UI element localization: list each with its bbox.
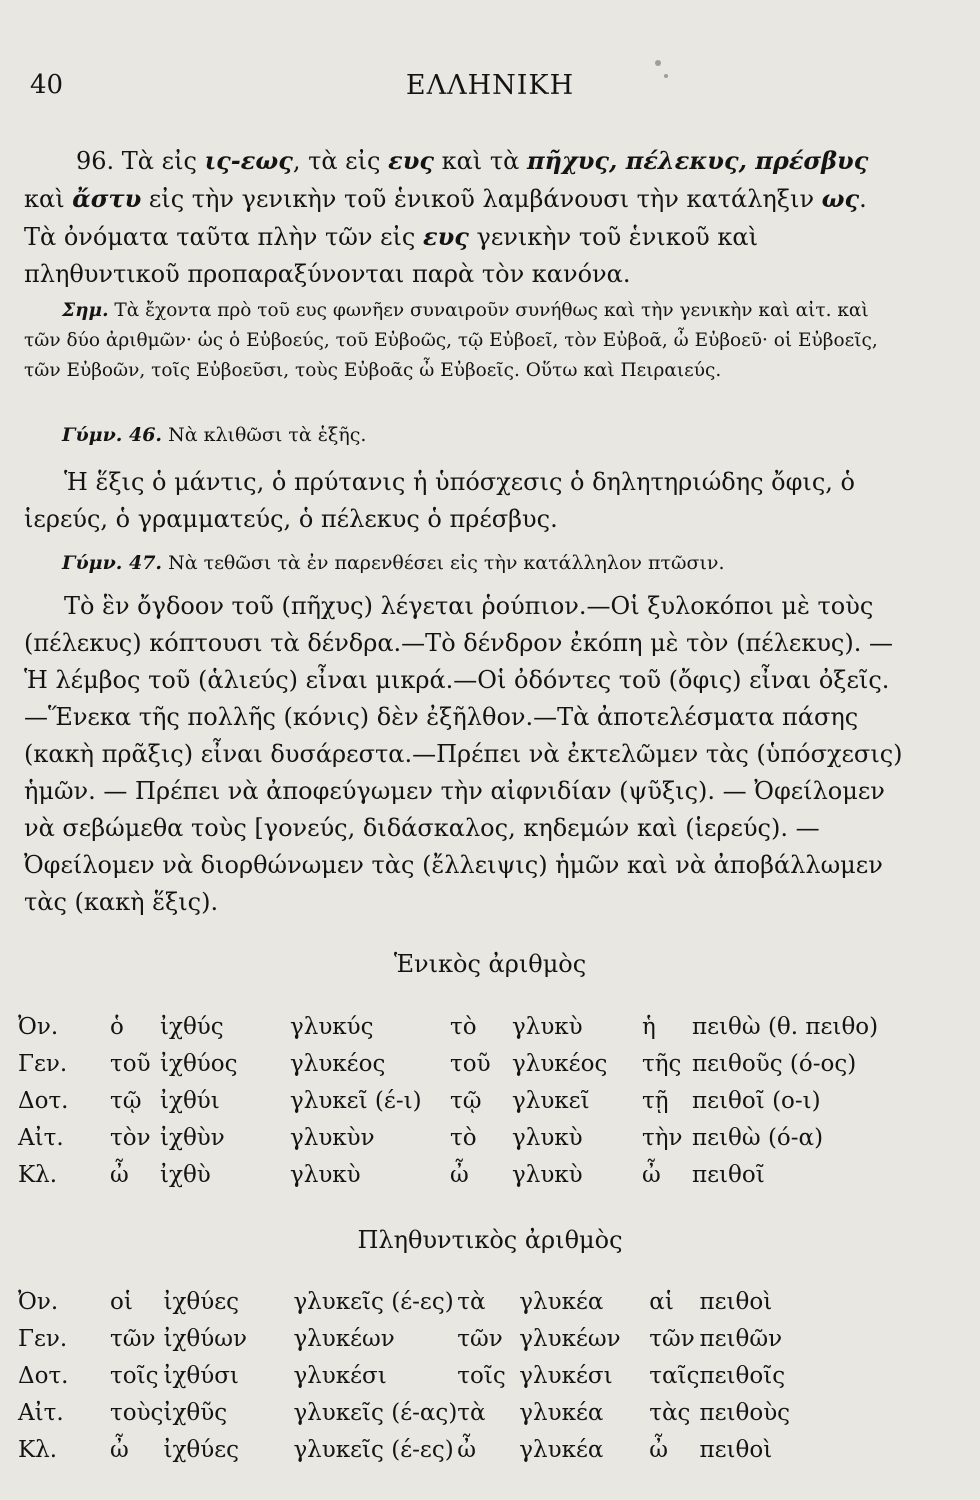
declension-form: γλυκέα	[519, 1436, 604, 1463]
section-96-text: 96. Τὰ εἰς ις-εως, τὰ εἰς ευς καὶ τὰ πῆχυς, πέλεκυς, πρέσβυς καὶ ἄστυ εἰς τὴν γενικὴν τοῦ ἑνικοῦ λαμβάνουσι τὴν κατάληξιν ως. Τὰ ὀνόματα ταῦτα πλὴν τῶν εἰς ευς γενικὴν τοῦ ἑνικοῦ καὶ πληθυντικοῦ προπαραξύνονται παρὰ τὸν κανόνα.	[24, 146, 869, 288]
declension-form: ἰχθύες	[163, 1288, 240, 1315]
case-label: Κλ.	[18, 1436, 58, 1463]
singular-heading: Ἑνικὸς ἀριθμὸς	[393, 950, 587, 978]
declension-form: γλυκέα	[519, 1399, 604, 1426]
declension-form: τῶν	[649, 1325, 695, 1352]
declension-row	[18, 1045, 898, 1082]
case-label: Δοτ.	[18, 1362, 69, 1389]
declension-form: γλυκὺ	[512, 1124, 583, 1151]
declension-form: ἰχθὺ	[160, 1161, 211, 1188]
declension-form: ἰχθῦς	[163, 1399, 228, 1426]
declension-form: τὰ	[457, 1288, 486, 1315]
declension-form: τοῖς	[457, 1362, 506, 1389]
declension-form: πειθῶν	[699, 1325, 783, 1352]
declension-form: πειθοῦς (ό-ος)	[692, 1050, 857, 1077]
declension-form: πειθοῖ	[692, 1161, 765, 1188]
plural-declension-table	[18, 1283, 898, 1468]
declension-form: ὦ	[642, 1161, 661, 1188]
declension-form: ὁ	[110, 1013, 124, 1040]
declension-form: γλυκὺ	[512, 1013, 583, 1040]
bold-term: ως	[821, 184, 860, 213]
declension-form: τὸ	[450, 1013, 477, 1040]
declension-form: πειθοῖ (ο-ι)	[692, 1087, 821, 1114]
declension-row	[18, 1082, 898, 1119]
declension-form: ἰχθύος	[160, 1050, 238, 1077]
declension-form: οἱ	[110, 1288, 133, 1315]
plural-heading: Πληθυντικὸς ἀριθμὸς	[357, 1226, 623, 1254]
case-label: Γεν.	[18, 1325, 68, 1352]
declension-row	[18, 1119, 898, 1156]
declension-form: γλυκέων	[519, 1325, 621, 1352]
declension-form: ἰχθύων	[163, 1325, 247, 1352]
bold-term: ευς	[388, 146, 434, 175]
declension-form: πειθοῖς	[699, 1362, 786, 1389]
exercise-47-text: Τὸ ἓν ὄγδοον τοῦ (πῆχυς) λέγεται ῥούπιον.—Οἱ ξυλοκόποι μὲ τοὺς (πέλεκυς) κόπτουσι τὰ δένδρα.—Τὸ δένδρον ἐκόπη μὲ τὸν (πέλεκυς). —Ἡ λέμβος τοῦ (ἁλιεύς) εἶναι μικρά.—Οἱ ὀδόντες τοῦ (ὄφις) εἶναι ὀξεῖς. —Ἕνεκα τῆς πολλῆς (κόνις) δὲν ἐξῆλθον.—Τὰ ἀποτελέσματα πάσης (κακὴ πρᾶξις) εἶναι δυσάρεστα.—Πρέπει νὰ ἐκτελῶμεν τὰς (ὑπόσχεσις) ἡμῶν. — Πρέπει νὰ ἀποφεύγωμεν τὴν αἰφνιδίαν (ψῦξις). — Ὀφείλομεν νὰ σεβώμεθα τοὺς [γονεύς, διδάσκαλος, κηδεμών καὶ (ἱερεύς). —Ὀφείλομεν νὰ διορθώνωμεν τὰς (ἔλλειψις) ἡμῶν καὶ νὰ ἀποβάλλωμεν τὰς (κακὴ ἕξις).	[24, 592, 903, 916]
declension-form: τῆς	[642, 1050, 682, 1077]
declension-form: γλυκέος	[512, 1050, 608, 1077]
exercise-46-body	[24, 464, 904, 538]
declension-row	[18, 1357, 898, 1394]
exercise-46-heading	[24, 420, 904, 450]
declension-form: ὦ	[110, 1161, 129, 1188]
ink-speck	[655, 60, 661, 66]
declension-form: τοῖς	[110, 1362, 159, 1389]
exercise-46-text: Ἡ ἕξις ὁ μάντις, ὁ πρύτανις ἡ ὑπόσχεσις ὁ δηλητηριώδης ὄφις, ὁ ἱερεύς, ὁ γραμματεύς, ὁ πέλεκυς ὁ πρέσβυς.	[24, 468, 855, 533]
declension-row	[18, 1320, 898, 1357]
exercise-label: Γύμν. 47.	[62, 552, 163, 574]
declension-form: γλυκεῖ	[512, 1087, 590, 1114]
declension-form: γλυκὺ	[290, 1161, 361, 1188]
declension-form: ὦ	[649, 1436, 669, 1463]
declension-form: ὦ	[450, 1161, 469, 1188]
exercise-instruction: Νὰ κλιθῶσι τὰ ἑξῆς.	[162, 424, 367, 446]
declension-form: τὸ	[450, 1124, 477, 1151]
declension-form: γλυκέα	[519, 1288, 604, 1315]
declension-form: τῷ	[450, 1087, 482, 1114]
bold-term: ευς	[423, 222, 469, 251]
section-number: 96.	[76, 147, 115, 175]
declension-form: γλυκεῖς (έ-ες)	[293, 1436, 454, 1463]
declension-form: ἡ	[642, 1013, 656, 1040]
declension-form: τῷ	[110, 1087, 142, 1114]
singular-declension-table	[18, 1008, 898, 1193]
exercise-instruction: Νὰ τεθῶσι τὰ ἐν παρενθέσει εἰς τὴν κατάλληλον πτῶσιν.	[162, 552, 725, 574]
declension-form: τὴν	[642, 1124, 683, 1151]
declension-form: πειθὼ (ό-α)	[692, 1124, 824, 1151]
declension-form: πειθὼ (θ. πειθο)	[692, 1013, 879, 1040]
declension-form: τὰ	[457, 1399, 486, 1426]
declension-form: γλυκύς	[290, 1013, 374, 1040]
declension-form: πειθοὶ	[699, 1436, 773, 1463]
running-title: ΕΛΛΗΝΙΚΗ	[405, 70, 575, 101]
declension-form: τοῦ	[110, 1050, 151, 1077]
declension-form: ἰχθύς	[160, 1013, 224, 1040]
declension-row	[18, 1394, 898, 1431]
declension-form: τῶν	[110, 1325, 156, 1352]
declension-form: τοὺς	[110, 1399, 164, 1426]
case-label: Γεν.	[18, 1050, 68, 1077]
exercise-47-body	[24, 588, 904, 921]
declension-form: ἰχθύι	[160, 1087, 220, 1114]
declension-form: αἱ	[649, 1288, 674, 1315]
declension-form: γλυκεῖ (έ-ι)	[290, 1087, 422, 1114]
declension-row	[18, 1156, 898, 1193]
declension-form: ἰχθύες	[163, 1436, 240, 1463]
bold-term: πῆχυς, πέλεκυς, πρέσβυς	[526, 146, 869, 175]
declension-form: τῶν	[457, 1325, 503, 1352]
declension-form: τὰς	[649, 1399, 691, 1426]
page-header	[30, 70, 950, 110]
case-label: Κλ.	[18, 1161, 58, 1188]
declension-form: τῇ	[642, 1087, 669, 1114]
declension-form: ἰχθὺν	[160, 1124, 225, 1151]
exercise-label: Γύμν. 46.	[62, 424, 163, 446]
note-text: Σημ. Τὰ ἔχοντα πρὸ τοῦ ευς φωνῆεν συναιροῦν συνήθως καὶ τὴν γενικὴν καὶ αἰτ. καὶ τῶν δύο ἀριθμῶν· ὡς ὁ Εὐβοεύς, τοῦ Εὐβοῶς, τῷ Εὐβοεῖ, τὸν Εὐβοᾶ, ὦ Εὐβοεῦ· οἱ Εὐβοεῖς, τῶν Εὐβοῶν, τοῖς Εὐβοεῦσι, τοὺς Εὐβοᾶς ὦ Εὐβοεῖς. Οὕτω καὶ Πειραιεύς.	[24, 300, 878, 381]
declension-form: ὦ	[110, 1436, 129, 1463]
declension-form: ἰχθύσι	[163, 1362, 239, 1389]
case-label: Ὀν.	[18, 1288, 59, 1315]
declension-form: ὦ	[457, 1436, 477, 1463]
declension-form: πειθοὺς	[699, 1399, 791, 1426]
note-label: Σημ.	[62, 300, 109, 321]
ink-speck	[664, 74, 668, 78]
page-number: 40	[30, 70, 64, 100]
declension-form: τοῦ	[450, 1050, 491, 1077]
exercise-47-heading	[24, 548, 904, 578]
declension-form: γλυκέσι	[519, 1362, 613, 1389]
case-label: Ὀν.	[18, 1013, 59, 1040]
declension-form: γλυκέος	[290, 1050, 386, 1077]
declension-form: γλυκὺν	[290, 1124, 375, 1151]
bold-term: ις-εως	[204, 146, 293, 175]
declension-form: γλυκεῖς (έ-ας)	[293, 1399, 458, 1426]
declension-row	[18, 1431, 898, 1468]
bold-term: ἄστυ	[72, 184, 142, 213]
declension-row	[18, 1283, 898, 1320]
declension-form: γλυκέσι	[293, 1362, 387, 1389]
case-label: Δοτ.	[18, 1087, 69, 1114]
declension-form: γλυκέων	[293, 1325, 395, 1352]
declension-form: γλυκὺ	[512, 1161, 583, 1188]
declension-row	[18, 1008, 898, 1045]
section-96	[24, 142, 904, 293]
declension-form: ταῖς	[649, 1362, 700, 1389]
case-label: Αἰτ.	[18, 1399, 64, 1426]
declension-form: πειθοὶ	[699, 1288, 773, 1315]
case-label: Αἰτ.	[18, 1124, 64, 1151]
note-block	[24, 296, 904, 386]
declension-form: γλυκεῖς (έ-ες)	[293, 1288, 454, 1315]
declension-form: τὸν	[110, 1124, 151, 1151]
